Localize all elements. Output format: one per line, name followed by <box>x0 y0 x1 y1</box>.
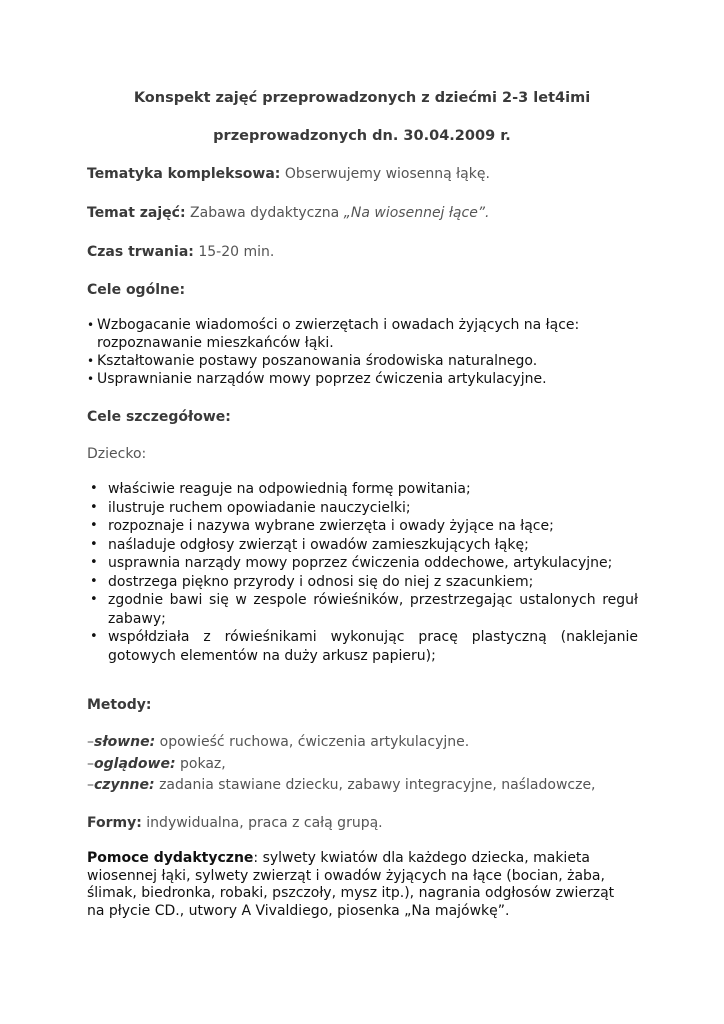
formy-row <box>87 815 383 831</box>
dash-marker: – <box>87 756 94 772</box>
title-line-1: Konspekt zajęć przeprowadzonych z dziećmi 2-3 let4imi <box>133 90 591 106</box>
metody-heading: Metody: <box>87 697 152 713</box>
czas-value: 15-20 min. <box>198 244 275 260</box>
temat-row <box>87 205 490 221</box>
metoda-value: pokaz, <box>180 756 226 772</box>
cele-szczegolowe-list <box>87 480 638 665</box>
temat-value: Zabawa dydaktyczna <box>190 205 344 221</box>
list-item: • usprawnia narządy mowy poprzez ćwiczenia oddechowe, artykulacyjne; <box>87 554 638 573</box>
list-item: • dostrzega piękno przyrody i odnosi się do niej z szacunkiem; <box>87 573 638 592</box>
tematyka-label: Tematyka kompleksowa: <box>87 166 281 182</box>
metoda-czynne <box>87 777 596 793</box>
dash-marker: – <box>87 777 94 793</box>
list-item: • ilustruje ruchem opowiadanie nauczycielki; <box>87 499 638 518</box>
metoda-ogladowe <box>87 756 226 772</box>
czas-row <box>87 244 274 260</box>
formy-value: indywidualna, praca z całą grupą. <box>146 815 383 831</box>
pomoce-paragraph <box>87 850 627 920</box>
list-item: • właściwie reaguje na odpowiednią formę powitania; <box>87 480 638 499</box>
tematyka-value: Obserwujemy wiosenną łąkę. <box>284 166 490 182</box>
list-item: • Usprawnianie narządów mowy poprzez ćwiczenia artykulacyjne. <box>87 370 647 388</box>
title-line-2: przeprowadzonych dn. 30.04.2009 r. <box>213 128 511 144</box>
metoda-slowne <box>87 734 469 750</box>
pomoce-label: Pomoce dydaktyczne <box>87 850 254 866</box>
metoda-value: opowieść ruchowa, ćwiczenia artykulacyjne. <box>159 734 470 750</box>
list-item: • Wzbogacanie wiadomości o zwierzętach i owadach żyjących na łące: rozpoznawanie mieszkańców łąki. <box>87 316 647 352</box>
cele-szczegolowe-heading: Cele szczegółowe: <box>87 409 231 425</box>
cele-ogolne-heading: Cele ogólne: <box>87 282 186 298</box>
list-item: • Kształtowanie postawy poszanowania środowiska naturalnego. <box>87 352 647 370</box>
metoda-value: zadania stawiane dziecku, zabawy integracyjne, naśladowcze, <box>159 777 596 793</box>
metoda-label: oglądowe: <box>94 756 176 772</box>
temat-label: Temat zajęć: <box>87 205 186 221</box>
metoda-label: słowne: <box>94 734 156 750</box>
metoda-label: czynne: <box>94 777 155 793</box>
list-item: • zgodnie bawi się w zespole rówieśników, przestrzegając ustalonych reguł zabawy; <box>87 591 638 628</box>
list-item: • współdziała z rówieśnikami wykonując pracę plastyczną (naklejanie gotowych elementów na duży arkusz papieru); <box>87 628 638 665</box>
temat-italic-title: „Na wiosennej łące”. <box>343 205 490 221</box>
list-item: • naśladuje odgłosy zwierząt i owadów zamieszkujących łąkę; <box>87 536 638 555</box>
cele-ogolne-list <box>87 316 647 388</box>
dziecko-intro: Dziecko: <box>87 446 147 462</box>
pomoce-value: : sylwety kwiatów dla każdego dziecka, makieta wiosennej łąki, sylwety zwierząt i owadów żyjących na łące (bocian, żaba, ślimak, biedronka, robaki, pszczoły, mysz itp.), nagrania odgłosów zwierząt na płycie CD., utwory A Vivaldiego, piosenka „Na majówkę”. <box>87 850 615 919</box>
list-item: • rozpoznaje i nazywa wybrane zwierzęta i owady żyjące na łące; <box>87 517 638 536</box>
formy-label: Formy: <box>87 815 142 831</box>
czas-label: Czas trwania: <box>87 244 194 260</box>
dash-marker: – <box>87 734 94 750</box>
tematyka-row <box>87 166 490 182</box>
